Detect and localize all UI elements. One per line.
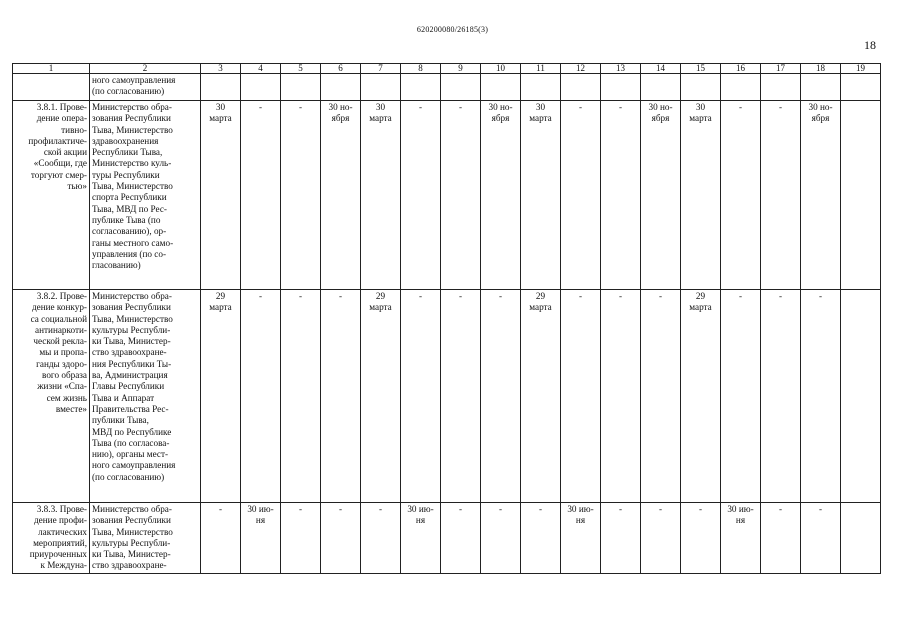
deadline-cell: - — [761, 503, 801, 574]
column-number: 5 — [281, 64, 321, 74]
executors-cell: Министерство обра- зования Республики Тыва, Министерство культуры Республи- ки Тыва, Министер- ство здравоохране- ния Республики Ты- ва, Администрация Главы Республики Тыва и Аппарат Правительства Рес- публики Тыва, МВД по Республике Тыва (по согласова- нию), органы мест- ного самоуправления (по согласованию) — [90, 290, 201, 503]
column-number: 14 — [641, 64, 681, 74]
column-number: 19 — [841, 64, 881, 74]
deadline-cell: - — [601, 101, 641, 290]
column-number: 18 — [801, 64, 841, 74]
column-number: 15 — [681, 64, 721, 74]
deadline-cell: - — [801, 503, 841, 574]
deadline-cell: - — [321, 503, 361, 574]
deadline-cell: 30 марта — [201, 101, 241, 290]
deadline-cell — [641, 74, 681, 101]
deadline-cell — [841, 74, 881, 101]
deadline-cell — [681, 74, 721, 101]
column-number: 16 — [721, 64, 761, 74]
deadline-cell: - — [721, 101, 761, 290]
deadline-cell: 29 марта — [201, 290, 241, 503]
table-row — [13, 503, 881, 574]
deadline-cell: - — [521, 503, 561, 574]
deadline-cell: 30 марта — [521, 101, 561, 290]
page-number: 18 — [864, 38, 876, 52]
column-number: 17 — [761, 64, 801, 74]
deadline-cell — [401, 74, 441, 101]
deadline-cell: - — [681, 503, 721, 574]
deadline-cell: 29 марта — [681, 290, 721, 503]
deadline-cell — [201, 74, 241, 101]
deadline-cell — [521, 74, 561, 101]
deadline-cell — [441, 74, 481, 101]
column-number: 7 — [361, 64, 401, 74]
deadline-cell — [841, 101, 881, 290]
deadline-cell: - — [561, 290, 601, 503]
deadline-cell — [481, 74, 521, 101]
deadline-cell: 30 ию- ня — [721, 503, 761, 574]
executors-cell: ного самоуправления (по согласованию) — [90, 74, 201, 101]
column-number: 1 — [13, 64, 90, 74]
column-number: 9 — [441, 64, 481, 74]
deadline-cell: 30 ию- ня — [561, 503, 601, 574]
deadline-cell: 30 но- ября — [481, 101, 521, 290]
deadline-cell: 30 ию- ня — [401, 503, 441, 574]
table-row — [13, 101, 881, 290]
deadline-cell — [561, 74, 601, 101]
deadline-cell — [361, 74, 401, 101]
column-number: 13 — [601, 64, 641, 74]
activity-cell — [13, 74, 90, 101]
deadline-cell: - — [481, 503, 521, 574]
deadline-cell: - — [401, 101, 441, 290]
activity-cell: 3.8.2. Прове- дение конкур- са социальной антинаркоти- ческой рекла- мы и пропа- ганды здоро- вого образа жизни «Спа- сем жизнь вместе» — [13, 290, 90, 503]
deadline-cell: 30 марта — [361, 101, 401, 290]
column-number: 3 — [201, 64, 241, 74]
deadline-cell: - — [241, 290, 281, 503]
deadline-cell: - — [601, 290, 641, 503]
deadline-cell: - — [601, 503, 641, 574]
deadline-cell — [841, 290, 881, 503]
deadline-cell — [281, 74, 321, 101]
column-number: 2 — [90, 64, 201, 74]
deadline-cell: - — [441, 101, 481, 290]
deadline-cell: - — [641, 503, 681, 574]
deadline-cell — [841, 503, 881, 574]
deadline-cell: - — [641, 290, 681, 503]
deadline-cell — [801, 74, 841, 101]
deadline-cell: - — [441, 290, 481, 503]
deadline-cell — [721, 74, 761, 101]
deadline-cell: 29 марта — [361, 290, 401, 503]
deadline-cell — [241, 74, 281, 101]
column-number: 4 — [241, 64, 281, 74]
deadline-cell — [601, 74, 641, 101]
deadline-cell: - — [401, 290, 441, 503]
column-number: 8 — [401, 64, 441, 74]
column-number: 6 — [321, 64, 361, 74]
column-number-row — [13, 64, 881, 74]
table-row — [13, 290, 881, 503]
executors-cell: Министерство обра- зования Республики Тыва, Министерство здравоохранения Республики Тыва, Министерство куль- туры Республики Тыва, Министерство спорта Республики Тыва, МВД по Рес- публике Тыва (по согласованию), ор- ганы местного само- управления (по со- гласованию) — [90, 101, 201, 290]
deadline-cell: - — [281, 290, 321, 503]
deadline-cell: - — [281, 101, 321, 290]
deadline-cell — [321, 74, 361, 101]
column-number: 10 — [481, 64, 521, 74]
deadline-cell: 30 но- ября — [801, 101, 841, 290]
deadline-cell: - — [281, 503, 321, 574]
deadline-cell: - — [761, 290, 801, 503]
deadline-cell: - — [481, 290, 521, 503]
document-number: 620200080/26185(3) — [416, 25, 489, 34]
deadline-cell: 30 ию- ня — [241, 503, 281, 574]
deadline-cell: 29 марта — [521, 290, 561, 503]
plan-table — [12, 63, 881, 574]
executors-cell: Министерство обра- зования Республики Тыва, Министерство культуры Республи- ки Тыва, Министер- ство здравоохране- — [90, 503, 201, 574]
deadline-cell: - — [321, 290, 361, 503]
deadline-cell: 30 но- ября — [641, 101, 681, 290]
activity-cell: 3.8.3. Прове- дение профи- лактических мероприятий, приуроченных к Междуна- — [13, 503, 90, 574]
column-number: 12 — [561, 64, 601, 74]
deadline-cell: - — [201, 503, 241, 574]
deadline-cell: 30 но- ября — [321, 101, 361, 290]
deadline-cell — [761, 74, 801, 101]
activity-cell: 3.8.1. Прове- дение опера- тивно- профилактиче- ской акции «Сообщи, где торгуют смер- тью» — [13, 101, 90, 290]
deadline-cell: - — [241, 101, 281, 290]
deadline-cell: 30 марта — [681, 101, 721, 290]
column-number: 11 — [521, 64, 561, 74]
deadline-cell: - — [441, 503, 481, 574]
deadline-cell: - — [561, 101, 601, 290]
deadline-cell: - — [761, 101, 801, 290]
table-row — [13, 74, 881, 101]
deadline-cell: - — [801, 290, 841, 503]
deadline-cell: - — [361, 503, 401, 574]
deadline-cell: - — [721, 290, 761, 503]
